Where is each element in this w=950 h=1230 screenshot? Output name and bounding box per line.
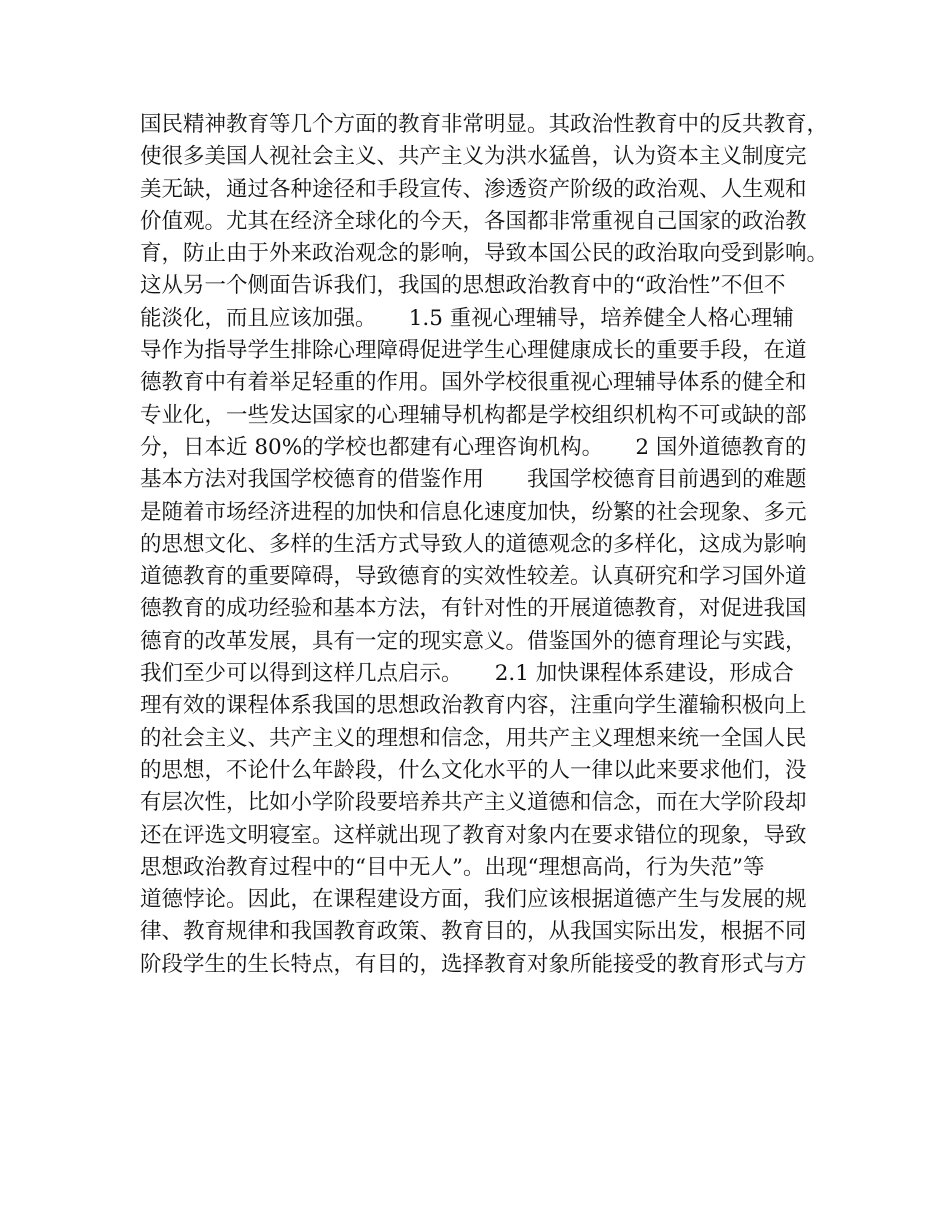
text-line: 导作为指导学生排除心理障碍促进学生心理健康成长的重要手段，在道: [140, 338, 807, 364]
text-line: 的思想文化、多样的生活方式导致人的道德观念的多样化，这成为影响: [140, 531, 807, 557]
text-line: 我们至少可以得到这样几点启示。 2.1 加快课程体系建设，形成合: [140, 661, 794, 687]
text-line: 德育的改革发展，具有一定的现实意义。借鉴国外的德育理论与实践，: [140, 628, 807, 654]
text-line: 德教育的成功经验和基本方法，有针对性的开展道德教育，对促进我国: [140, 596, 807, 622]
text-line: 能淡化，而且应该加强。 1.5 重视心理辅导，培养健全人格心理辅: [140, 305, 794, 331]
text-line: 有层次性，比如小学阶段要培养共产主义道德和信念，而在大学阶段却: [140, 790, 807, 816]
text-line: 育，防止由于外来政治观念的影响，导致本国公民的政治取向受到影响。: [140, 241, 829, 267]
text-line: 专业化，一些发达国家的心理辅导机构都是学校组织机构不可或缺的部: [140, 402, 807, 428]
text-line: 价值观。尤其在经济全球化的今天，各国都非常重视自己国家的政治教: [140, 208, 807, 234]
text-line: 的思想，不论什么年龄段，什么文化水平的人一律以此来要求他们，没: [140, 757, 807, 783]
text-line: 使很多美国人视社会主义、共产主义为洪水猛兽，认为资本主义制度完: [140, 144, 807, 170]
text-line: 基本方法对我国学校德育的借鉴作用 我国学校德育目前遇到的难题: [140, 467, 807, 493]
text-line: 还在评选文明寝室。这样就出现了教育对象内在要求错位的现象，导致: [140, 822, 807, 848]
body-text: [140, 109, 829, 981]
text-line: 国民精神教育等几个方面的教育非常明显。其政治性教育中的反共教育，: [140, 112, 829, 137]
text-line: 道德教育的重要障碍，导致德育的实效性较差。认真研究和学习国外道: [140, 564, 807, 590]
text-line: 律、教育规律和我国教育政策、教育目的，从我国实际出发，根据不同: [140, 919, 807, 945]
text-line: 理有效的课程体系我国的思想政治教育内容，注重向学生灌输积极向上: [140, 693, 807, 719]
text-line: 美无缺，通过各种途径和手段宣传、渗透资产阶级的政治观、人生观和: [140, 176, 807, 202]
text-line: 阶段学生的生长特点，有目的，选择教育对象所能接受的教育形式与方: [140, 951, 807, 977]
text-line: 是随着市场经济进程的加快和信息化速度加快，纷繁的社会现象、多元: [140, 499, 807, 525]
text-line: 德教育中有着举足轻重的作用。国外学校很重视心理辅导体系的健全和: [140, 370, 807, 396]
text-line: 思想政治教育过程中的“目中无人”。出现“理想高尚，行为失范”等: [140, 854, 765, 880]
text-line: 道德悖论。因此，在课程建设方面，我们应该根据道德产生与发展的规: [140, 887, 807, 913]
text-line: 的社会主义、共产主义的理想和信念，用共产主义理想来统一全国人民: [140, 725, 807, 751]
text-line: 这从另一个侧面告诉我们，我国的思想政治教育中的“政治性”不但不: [140, 273, 786, 299]
text-line: 分，日本近 80%的学校也都建有心理咨询机构。 2 国外道德教育的: [140, 434, 807, 460]
